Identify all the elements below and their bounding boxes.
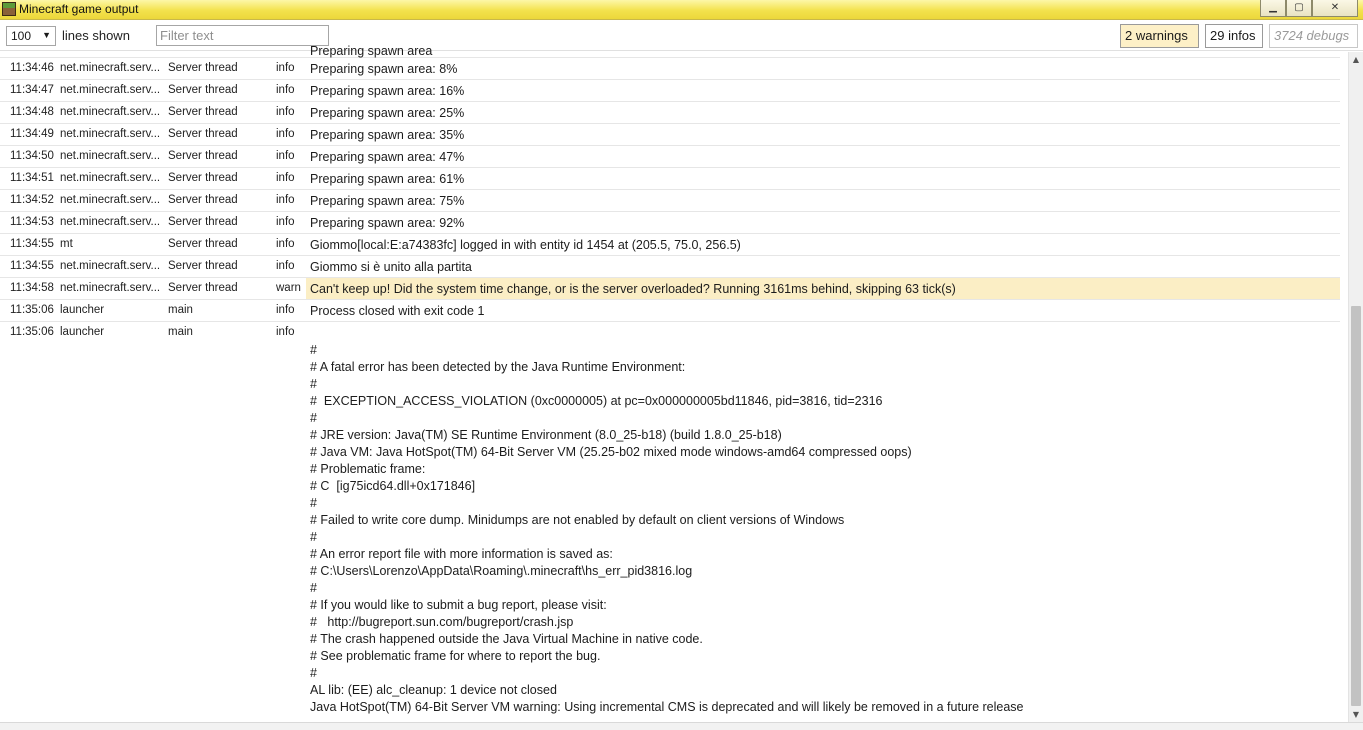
log-time: 11:35:06 bbox=[10, 304, 54, 316]
log-row[interactable] bbox=[0, 58, 1340, 80]
crash-log-line: # bbox=[310, 496, 317, 510]
lines-shown-label: lines shown bbox=[62, 28, 130, 43]
crash-log-line: # bbox=[310, 343, 317, 357]
maximize-button[interactable]: ▢ bbox=[1286, 0, 1312, 17]
crash-log-line: # An error report file with more information is saved as: bbox=[310, 547, 613, 561]
log-message bbox=[306, 322, 1340, 343]
log-source: net.minecraft.serv... bbox=[60, 216, 161, 228]
log-row[interactable] bbox=[0, 234, 1340, 256]
log-message: Preparing spawn area: 75% bbox=[310, 194, 465, 208]
log-level: info bbox=[276, 260, 295, 272]
log-source: net.minecraft.serv... bbox=[60, 150, 161, 162]
log-message: Preparing spawn area: 25% bbox=[310, 106, 465, 120]
log-thread: Server thread bbox=[168, 194, 238, 206]
log-time: 11:34:48 bbox=[10, 106, 54, 118]
log-row[interactable] bbox=[0, 278, 1340, 300]
vertical-scrollbar[interactable] bbox=[1348, 52, 1363, 722]
crash-log-line: # bbox=[310, 530, 317, 544]
log-source: mt bbox=[60, 238, 73, 250]
crash-log-line: # EXCEPTION_ACCESS_VIOLATION (0xc0000005) at pc=0x000000005bd11846, pid=3816, tid=2316 bbox=[310, 394, 883, 408]
log-row[interactable] bbox=[0, 80, 1340, 102]
log-time: 11:34:51 bbox=[10, 172, 54, 184]
log-level: warn bbox=[276, 282, 301, 294]
crash-log-line: # bbox=[310, 411, 317, 425]
crash-log-line: AL lib: (EE) alc_cleanup: 1 device not closed bbox=[310, 683, 557, 697]
crash-log-line: # A fatal error has been detected by the Java Runtime Environment: bbox=[310, 360, 686, 374]
log-source: launcher bbox=[60, 304, 105, 316]
log-level: info bbox=[276, 150, 295, 162]
scrollbar-thumb[interactable] bbox=[1351, 306, 1361, 706]
title-bar bbox=[0, 0, 1363, 20]
log-thread: Server thread bbox=[168, 238, 238, 250]
log-thread: Server thread bbox=[168, 172, 238, 184]
log-message: Process closed with exit code 1 bbox=[310, 304, 485, 318]
log-row[interactable] bbox=[0, 322, 1340, 344]
log-message: Preparing spawn area: 8% bbox=[310, 62, 458, 76]
log-row[interactable] bbox=[0, 168, 1340, 190]
log-thread: Server thread bbox=[168, 150, 238, 162]
log-level: info bbox=[276, 326, 295, 338]
crash-log-line: # Problematic frame: bbox=[310, 462, 426, 476]
log-source: net.minecraft.serv... bbox=[60, 260, 161, 272]
lines-shown-value: 100 bbox=[11, 29, 32, 43]
crash-log-line: Java HotSpot(TM) 64-Bit Server VM warning: Using incremental CMS is deprecated and will likely be removed in a future release bbox=[310, 700, 1024, 714]
log-level: info bbox=[276, 216, 295, 228]
log-source: net.minecraft.serv... bbox=[60, 172, 161, 184]
crash-log-line: # C:\Users\Lorenzo\AppData\Roaming\.minecraft\hs_err_pid3816.log bbox=[310, 564, 693, 578]
scroll-down-arrow-icon[interactable]: ▼ bbox=[1352, 710, 1360, 719]
warnings-filter-toggle[interactable]: 2 warnings bbox=[1120, 24, 1199, 48]
log-thread: Server thread bbox=[168, 84, 238, 96]
log-time: 11:35:06 bbox=[10, 326, 54, 338]
log-level: info bbox=[276, 172, 295, 184]
window-title: Minecraft game output bbox=[19, 2, 139, 16]
crash-log-line: # See problematic frame for where to report the bug. bbox=[310, 649, 601, 663]
minimize-button[interactable]: ▁ bbox=[1260, 0, 1286, 17]
log-source: net.minecraft.serv... bbox=[60, 128, 161, 140]
log-source: net.minecraft.serv... bbox=[60, 194, 161, 206]
log-time: 11:34:47 bbox=[10, 84, 54, 96]
crash-log-line: # C [ig75icd64.dll+0x171846] bbox=[310, 479, 476, 493]
crash-log-line: # Failed to write core dump. Minidumps are not enabled by default on client versions of Windows bbox=[310, 513, 845, 527]
log-source: net.minecraft.serv... bbox=[60, 84, 161, 96]
log-thread: Server thread bbox=[168, 128, 238, 140]
log-message: Preparing spawn area bbox=[310, 44, 433, 58]
crash-log-line: # bbox=[310, 377, 317, 391]
log-message: Preparing spawn area: 47% bbox=[310, 150, 465, 164]
log-thread: Server thread bbox=[168, 260, 238, 272]
log-message: Preparing spawn area: 92% bbox=[310, 216, 465, 230]
infos-filter-toggle[interactable]: 29 infos bbox=[1205, 24, 1263, 48]
log-level: info bbox=[276, 128, 295, 140]
log-source: launcher bbox=[60, 326, 105, 338]
log-source: net.minecraft.serv... bbox=[60, 106, 161, 118]
log-row[interactable] bbox=[0, 190, 1340, 212]
log-message: Giommo si è unito alla partita bbox=[310, 260, 472, 274]
log-level: info bbox=[276, 238, 295, 250]
close-button[interactable]: ✕ bbox=[1312, 0, 1358, 17]
log-time: 11:34:58 bbox=[10, 282, 54, 294]
log-level: info bbox=[276, 304, 295, 316]
log-time: 11:34:55 bbox=[10, 238, 54, 250]
log-time: 11:34:49 bbox=[10, 128, 54, 140]
log-row-partial bbox=[0, 44, 1340, 58]
log-thread: Server thread bbox=[168, 62, 238, 74]
log-list[interactable] bbox=[0, 44, 1347, 722]
crash-log-line: # Java VM: Java HotSpot(TM) 64-Bit Server VM (25.25-b02 mixed mode windows-amd64 compressed oops) bbox=[310, 445, 912, 459]
log-level: info bbox=[276, 106, 295, 118]
crash-log-line: # bbox=[310, 581, 317, 595]
log-time: 11:34:52 bbox=[10, 194, 54, 206]
crash-log-line: # JRE version: Java(TM) SE Runtime Environment (8.0_25-b18) (build 1.8.0_25-b18) bbox=[310, 428, 782, 442]
status-strip bbox=[0, 722, 1363, 730]
crash-log-line: # If you would like to submit a bug report, please visit: bbox=[310, 598, 607, 612]
crash-log-line: # The crash happened outside the Java Virtual Machine in native code. bbox=[310, 632, 703, 646]
log-message: Preparing spawn area: 35% bbox=[310, 128, 465, 142]
scroll-up-arrow-icon[interactable]: ▲ bbox=[1352, 55, 1360, 64]
crash-log-line: # bbox=[310, 666, 317, 680]
log-message: Preparing spawn area: 16% bbox=[310, 84, 465, 98]
log-level: info bbox=[276, 62, 295, 74]
log-level: info bbox=[276, 84, 295, 96]
log-source: net.minecraft.serv... bbox=[60, 62, 161, 74]
debugs-filter-toggle[interactable]: 3724 debugs bbox=[1269, 24, 1358, 48]
log-row[interactable] bbox=[0, 256, 1340, 278]
log-message: Can't keep up! Did the system time change, or is the server overloaded? Running 3161ms behind, skipping 63 tick(s) bbox=[306, 278, 1340, 299]
lines-shown-select[interactable] bbox=[6, 26, 56, 46]
log-thread: Server thread bbox=[168, 216, 238, 228]
filter-text-input[interactable] bbox=[156, 25, 329, 46]
chevron-down-icon: ▼ bbox=[42, 30, 51, 40]
log-row[interactable] bbox=[0, 300, 1340, 322]
log-thread: main bbox=[168, 304, 193, 316]
log-level: info bbox=[276, 194, 295, 206]
log-thread: main bbox=[168, 326, 193, 338]
log-row[interactable] bbox=[0, 146, 1340, 168]
log-time: 11:34:46 bbox=[10, 62, 54, 74]
log-message: Preparing spawn area: 61% bbox=[310, 172, 465, 186]
log-row[interactable] bbox=[0, 124, 1340, 146]
log-message: Giommo[local:E:a74383fc] logged in with entity id 1454 at (205.5, 75.0, 256.5) bbox=[310, 238, 741, 252]
log-row[interactable] bbox=[0, 212, 1340, 234]
log-thread: Server thread bbox=[168, 106, 238, 118]
log-source: net.minecraft.serv... bbox=[60, 282, 161, 294]
log-thread: Server thread bbox=[168, 282, 238, 294]
log-row[interactable] bbox=[0, 102, 1340, 124]
log-time: 11:34:50 bbox=[10, 150, 54, 162]
minecraft-grass-block-icon bbox=[2, 2, 16, 16]
log-time: 11:34:53 bbox=[10, 216, 54, 228]
log-time: 11:34:55 bbox=[10, 260, 54, 272]
crash-log-line: # http://bugreport.sun.com/bugreport/crash.jsp bbox=[310, 615, 574, 629]
